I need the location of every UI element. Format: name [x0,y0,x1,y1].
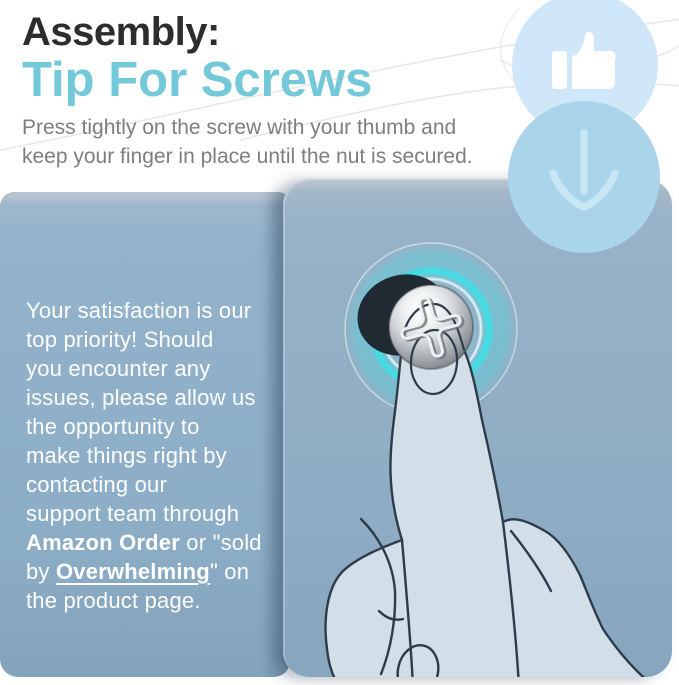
page-title-accent: Tip For Screws [22,53,373,107]
subtitle-line-1: Press tightly on the screw with your thumb and [22,116,457,139]
illustration-panel [283,179,672,677]
badge-press-down [508,101,660,253]
press-down-arrow-icon [508,101,660,253]
hand-pressing-screw-illustration [283,179,672,677]
support-panel [0,192,290,677]
subtitle-line-2: keep your finger in place until the nut is secured. [22,145,473,168]
header-subtitle [22,113,473,171]
support-message: Your satisfaction is our top priority! Should you encounter any issues, please allow us the opportunity to make things right by contacting our support team through Amazon Order or "sold by Overwhelming" on the product page. [26,298,262,613]
header-section [22,10,473,171]
page-title: Assembly: [22,10,220,54]
